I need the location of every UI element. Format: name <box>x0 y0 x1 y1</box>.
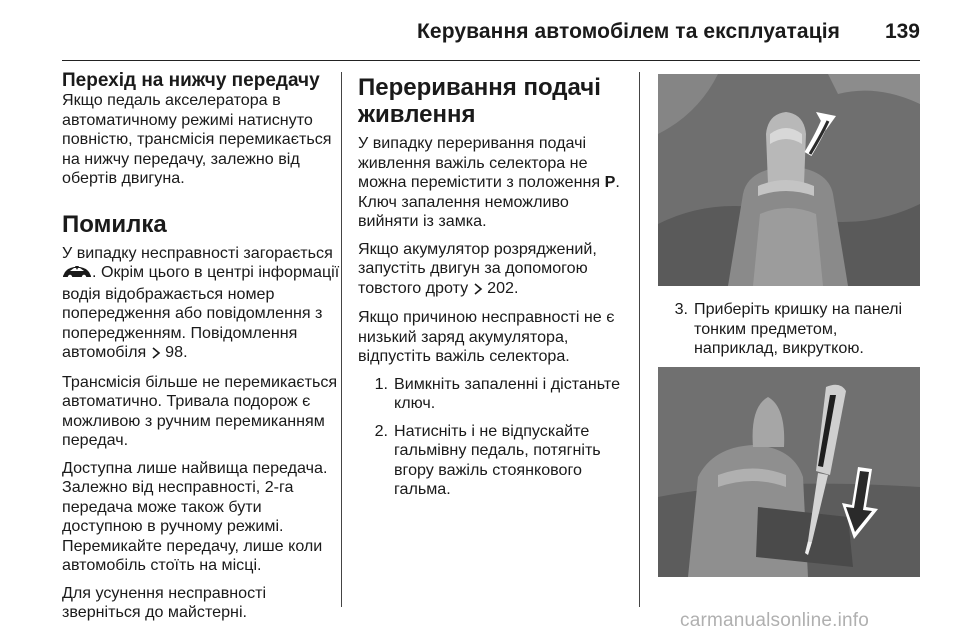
text-power-3: Якщо причиною несправності не є низький заряд акумулятора, відпустіть важіль селектора. <box>358 308 615 365</box>
text-fault-b: . Окрім цього в центрі інформації водія відображається номер попередження або повідомлення з попередженням. Повідомлення автомобіля <box>62 263 340 361</box>
step-text: Вимкніть запаленні і дістаньте ключ. <box>394 374 621 412</box>
text-fault-3: Доступна лише найвища передача. Залежно від несправності, 2-га передача може також бути доступною в ручному режимі. Перемикайте передачу, лише коли автомобіль стоїть на місці. <box>62 458 328 574</box>
watermark: carmanualsonline.info <box>680 610 870 631</box>
page-reference-icon <box>151 345 161 365</box>
step-number: 1. <box>374 374 388 393</box>
text-power-1a: У випадку переривання подачі живлення важіль селектора не можна перемістити з положення <box>358 134 601 191</box>
page-reference-icon <box>473 281 483 301</box>
text-fault <box>62 244 340 365</box>
step-text: Приберіть кришку на панелі тонким предметом, наприклад, викруткою. <box>694 300 903 357</box>
screwdriver-illustration <box>658 367 920 577</box>
heading-fault: Помилка <box>62 210 167 238</box>
heading-power-interruption: Переривання подачі живлення <box>358 74 601 128</box>
page-header <box>62 0 920 61</box>
column-divider-1 <box>341 72 342 607</box>
text-fault-a: У випадку несправності загорається <box>62 243 333 262</box>
step-1 <box>358 375 628 414</box>
step-number: 3. <box>674 300 688 318</box>
text-fault-ref: 98. <box>165 343 188 361</box>
text-power-2-ref: 202. <box>487 278 519 297</box>
column-divider-2 <box>639 72 640 607</box>
text-power-2a: Якщо акумулятор розряджений, запустіть двигун за допомогою товстого дроту <box>358 239 597 297</box>
text-power-1-bold: P <box>604 173 616 191</box>
text-power-1 <box>358 134 628 232</box>
column-3 <box>658 74 920 577</box>
gear-selector-illustration <box>658 74 920 286</box>
step-number: 2. <box>374 421 388 440</box>
text-downshift: Якщо педаль акселератора в автоматичному режимі натиснуто повністю, трансмісія перемикається на нижчу передачу, залежно від обертів двигуна. <box>62 91 332 187</box>
column-1 <box>62 70 340 631</box>
car-warning-icon <box>62 265 92 285</box>
page-number: 139 <box>884 20 920 43</box>
column-2 <box>358 74 628 508</box>
step-2 <box>358 422 628 500</box>
heading-downshift: Перехід на нижчу передачу <box>62 70 320 91</box>
text-power-1b: . Ключ запалення неможливо вийняти із замка. <box>358 173 620 230</box>
text-fault-4: Для усунення несправності зверніться до майстерні. <box>62 583 267 621</box>
header-title: Керування автомобілем та експлуатація <box>417 20 840 43</box>
step-text: Натисніть і не відпускайте гальмівну педаль, потягніть вгору важіль стоянкового гальма. <box>394 421 601 498</box>
step-3 <box>658 300 920 359</box>
text-fault-2: Трансмісія більше не перемикається автоматично. Тривала подорож є можливою з ручним перемиканням передач. <box>62 372 338 449</box>
text-power-2 <box>358 240 628 301</box>
